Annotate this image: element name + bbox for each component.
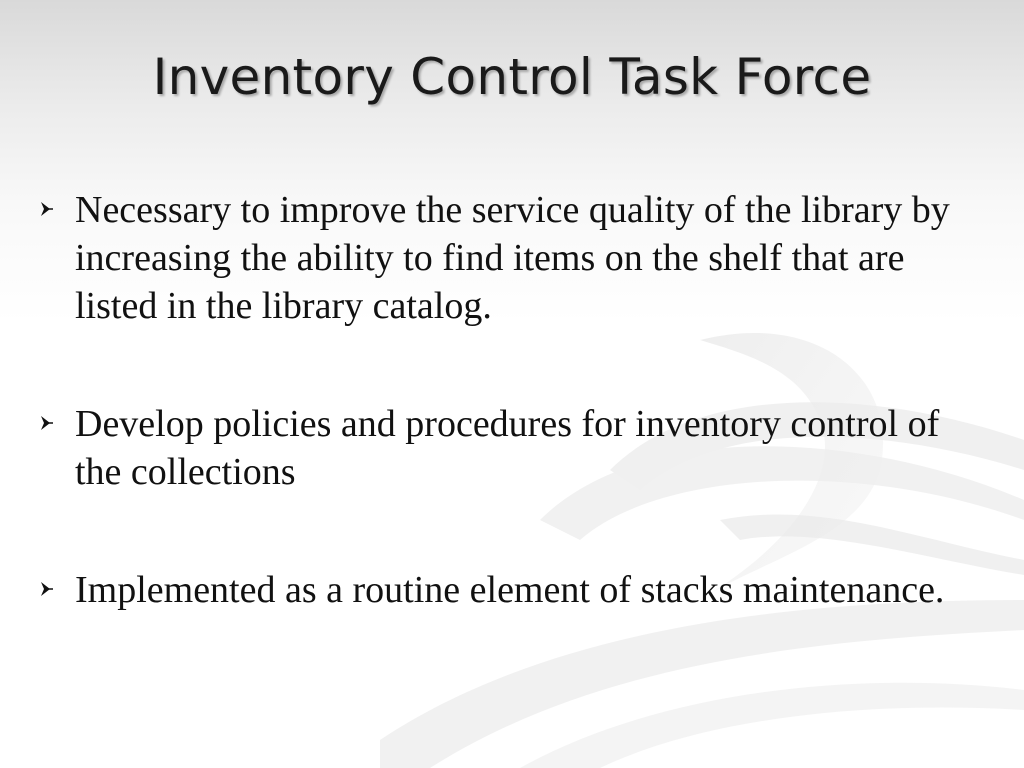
bullet-item <box>38 566 958 614</box>
bullet-text: Implemented as a routine element of stacks maintenance. <box>75 569 945 611</box>
chevron-right-arrow-icon <box>38 413 58 433</box>
slide-title: Inventory Control Task Force <box>152 48 872 106</box>
chevron-right-arrow-icon <box>38 199 58 219</box>
bullet-list <box>38 186 958 684</box>
bullet-item <box>38 400 958 496</box>
bullet-item <box>38 186 958 330</box>
chevron-right-arrow-icon <box>38 579 58 599</box>
bullet-text: Necessary to improve the service quality of the library by increasing the ability to find items on the shelf that are listed in the library catalog. <box>75 189 950 327</box>
bullet-text: Develop policies and procedures for inventory control of the collections <box>75 403 940 493</box>
